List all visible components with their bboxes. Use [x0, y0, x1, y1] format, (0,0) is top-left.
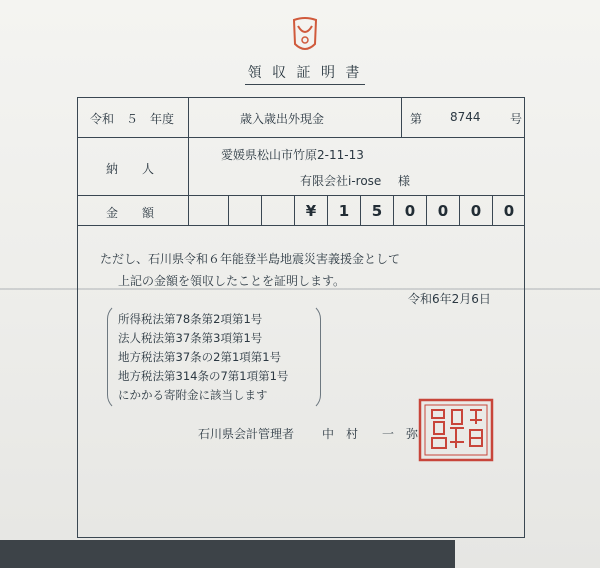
- amount-digit: 1: [338, 202, 350, 220]
- payer-name: 有限会社i-rose: [300, 174, 382, 188]
- official-red-seal: [418, 398, 494, 462]
- amount-digit: 0: [503, 202, 515, 220]
- payer-label: 納 人: [106, 162, 155, 176]
- currency-symbol: ¥: [305, 202, 317, 220]
- document-title: 領 収 証 明 書: [220, 62, 390, 82]
- amount-label: 金 額: [106, 206, 155, 220]
- amount-digit: 0: [470, 202, 482, 220]
- certification-statement: 上記の金額を領収したことを証明します。: [118, 274, 346, 288]
- amount-digit: 0: [437, 202, 449, 220]
- amount-row: [78, 196, 524, 226]
- top-emblem-seal: [288, 14, 322, 58]
- legal-note: にかかる寄附金に該当します: [118, 388, 268, 402]
- amount-digit: 0: [404, 202, 416, 220]
- payer-row: [78, 138, 524, 196]
- number-prefix: 第: [410, 112, 423, 126]
- legal-note: 地方税法第314条の7第1項第1号: [118, 369, 289, 383]
- fiscal-year: 令和 ５ 年度: [90, 112, 175, 126]
- payer-honorific: 様: [398, 174, 411, 188]
- fund-category: 歳入歳出外現金: [240, 112, 325, 126]
- legal-note: 地方税法第37条の2第1項第1号: [118, 350, 282, 364]
- amount-digit: 5: [371, 202, 383, 220]
- signatory-title: 石川県会計管理者: [198, 427, 295, 441]
- receipt-number: 8744: [450, 110, 481, 124]
- payer-address: 愛媛県松山市竹原2-11-13: [221, 148, 364, 162]
- purpose-statement: ただし、石川県令和６年能登半島地震災害義援金として: [100, 252, 401, 266]
- issue-date: 令和6年2月6日: [408, 292, 491, 306]
- header-row: [78, 98, 524, 138]
- legal-note: 法人税法第37条第3項第1号: [118, 331, 263, 345]
- number-suffix: 号: [510, 112, 523, 126]
- background-shadow: [455, 540, 600, 568]
- legal-note: 所得税法第78条第2項第1号: [118, 312, 263, 326]
- signatory-name: 中 村 一 弥: [322, 427, 419, 441]
